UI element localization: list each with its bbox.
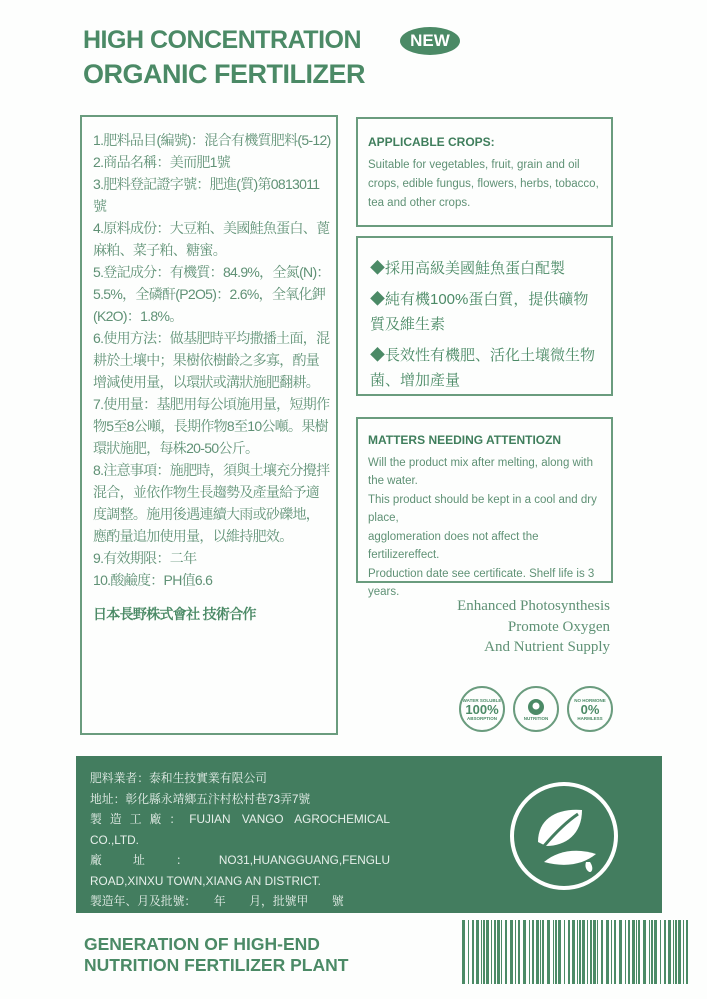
company-line: ROAD,XINXU TOWN,XIANG AN DISTRICT.: [90, 873, 321, 888]
barcode-bar: [579, 920, 581, 984]
company-line: CO.,LTD.: [90, 832, 139, 847]
badge-value: 100%: [465, 701, 499, 717]
crops-text: Suitable for vegetables, fruit, grain and oil crops, edible fungus, flowers, herbs, tobacco, tea and other crops.: [368, 159, 599, 209]
new-badge: NEW: [400, 27, 460, 55]
barcode-bar: [673, 920, 674, 984]
badge-value: 0%: [580, 701, 600, 717]
barcode-bar: [619, 920, 622, 984]
barcode-bar: [536, 920, 539, 984]
spec-line: 10.酸鹼度：PH值6.6: [93, 572, 213, 588]
barcode-bar: [577, 920, 578, 984]
barcode-bar: [660, 920, 661, 984]
features-box: [356, 236, 613, 396]
barcode-bar: [529, 920, 530, 984]
badge-bottom: NUTRITION: [523, 715, 549, 721]
company-line: 廠址：NO31,HUANGGUANG,FENGLU: [90, 853, 390, 867]
footer-line-1: GENERATION OF HIGH-END: [84, 934, 320, 954]
barcode-bar: [476, 920, 479, 984]
barcode-bar: [632, 920, 635, 984]
barcode-bar: [468, 920, 469, 984]
barcode-bar: [553, 920, 554, 984]
badges-row: [459, 686, 613, 732]
matters-line: This product should be kept in a cool and dry place,: [368, 493, 597, 524]
barcode-bar: [491, 920, 492, 984]
absorption-badge: [459, 686, 505, 732]
barcode-bar: [611, 920, 612, 984]
company-line: 肥料業者：泰和生技實業有限公司: [90, 771, 267, 785]
cooperation-note: 日本長野株式會社 技術合作: [93, 606, 256, 622]
benefit: Enhanced Photosynthesis: [457, 598, 610, 614]
spec-line: 1.肥料品目(編號)：混合有機質肥料(5-12): [93, 132, 331, 148]
barcode-bar: [494, 920, 496, 984]
footer-line-2: NUTRITION FERTILIZER PLANT: [84, 955, 349, 975]
barcode-bar: [625, 920, 626, 984]
benefits-text: [457, 596, 610, 658]
spec-line: 3.肥料登記證字號：肥進(質)第0813011號: [93, 176, 320, 214]
barcode-bar: [558, 920, 561, 984]
barcode-bar: [678, 920, 681, 984]
feature-item: ◆純有機100%蛋白質，提供礦物質及維生素: [370, 291, 589, 333]
barcode-bar: [675, 920, 677, 984]
barcode-bar: [497, 920, 500, 984]
barcode-bar: [510, 920, 513, 984]
applicable-crops-box: [356, 117, 613, 227]
barcode-bar: [582, 920, 585, 984]
benefit: And Nutrient Supply: [484, 639, 610, 655]
matters-line: agglomeration does not affect the fertilizereffect.: [368, 530, 539, 561]
barcode-bar: [651, 920, 653, 984]
company-line: 地址：彰化縣永靖鄉五汴村松村巷73弄7號: [90, 791, 311, 806]
barcode-bar: [501, 920, 502, 984]
barcode-bar: [564, 920, 565, 984]
matters-heading: MATTERS NEEDING ATTENTIOZN: [368, 433, 562, 447]
feature-item: ◆長效性有機肥、活化土壤微生物菌、增加產量: [370, 347, 596, 389]
leaf-logo-icon: [508, 780, 620, 892]
footer-slogan: [84, 934, 348, 976]
barcode-bar: [462, 920, 465, 984]
barcode-bar: [668, 920, 671, 984]
harmless-badge: [567, 686, 613, 732]
title-line-1: HIGH CONCENTRATION: [83, 26, 362, 54]
badge-bottom: HARMLESS: [577, 715, 603, 721]
specifications-box: [80, 115, 338, 735]
spec-line: 8.注意事項：施肥時，須與土壤充分攪拌混合，並依作物生長趨勢及產量給予適度調整。施用後遇連續大雨或砂礫地，應酌量追加使用量，以維持肥效。: [93, 462, 330, 544]
barcode-bar: [649, 920, 650, 984]
barcode-bar: [547, 920, 550, 984]
badge-top: WATER SOLUBLE: [462, 697, 502, 703]
barcode-bar: [540, 920, 541, 984]
company-line: 製造年、月及批號： 年 月，批號甲 號: [90, 894, 344, 908]
barcode-bar: [590, 920, 592, 984]
spec-line: 4.原料成份：大豆粕、美國鮭魚蛋白、蓖麻粕、菜子粕、糖蜜。: [93, 220, 330, 258]
benefit: Promote Oxygen: [507, 618, 610, 635]
spec-line: 6.使用方法：做基肥時平均撒播土面，混耕於土壤中；果樹依樹齡之多寡，酌量增減使用量，以環狀或溝狀施肥翻耕。: [93, 330, 330, 390]
title-line-2: ORGANIC FERTILIZER: [83, 59, 365, 89]
barcode-bar: [597, 920, 598, 984]
nutrition-badge: [513, 686, 559, 732]
barcode-bar: [628, 920, 630, 984]
spec-line: 7.使用量：基肥用每公頃施用量，短期作物5至8公噸，長期作物8至10公噸。果樹環狀施肥，每株20-50公斤。: [93, 396, 330, 456]
barcode-bar: [523, 920, 526, 984]
barcode-bar: [664, 920, 666, 984]
nutrition-icon: [527, 698, 545, 716]
company-info-band: [76, 756, 662, 913]
spec-line: 9.有效期限：二年: [93, 550, 197, 566]
barcode-bar: [568, 920, 570, 984]
feature-item: ◆採用高級美國鮭魚蛋白配製: [370, 260, 566, 277]
barcode-bar: [683, 920, 684, 984]
barcode-bar: [472, 920, 474, 984]
barcode-bar: [636, 920, 637, 984]
barcode-bar: [532, 920, 534, 984]
barcode-bar: [587, 920, 588, 984]
barcode-bar: [643, 920, 646, 984]
matters-line: Will the product mix after melting, along with the water.: [368, 456, 593, 487]
badge-bottom: ABSORPTION: [466, 715, 497, 721]
barcode-bar: [481, 920, 482, 984]
barcode-bar: [638, 920, 640, 984]
barcode-bar: [593, 920, 596, 984]
badge-top: NO HORMONE: [574, 697, 606, 703]
barcode-bar: [486, 920, 489, 984]
barcode-bar: [483, 920, 485, 984]
matters-line: Production date see certificate. Shelf life is 3 years.: [368, 567, 595, 598]
spec-line: 5.登記成分：有機質：84.9%，全氮(N)：5.5%，全磷酐(P2O5)：2.6%，全氧化鉀(K2O)：1.8%。: [93, 264, 330, 324]
company-line: 製造工廠：FUJIAN VANGO AGROCHEMICAL: [90, 812, 390, 826]
barcode-bar: [654, 920, 657, 984]
crops-heading: APPLICABLE CROPS:: [368, 135, 495, 149]
barcode-bar: [505, 920, 507, 984]
barcode-bar: [601, 920, 603, 984]
barcode-bar: [614, 920, 616, 984]
barcode-bar: [518, 920, 520, 984]
matters-box: [356, 417, 613, 598]
barcode-bar: [606, 920, 609, 984]
barcode-bar: [555, 920, 557, 984]
barcode-bar: [542, 920, 544, 984]
barcode-bar: [686, 920, 688, 984]
barcode-icon: [462, 920, 690, 984]
barcode-bar: [572, 920, 575, 984]
spec-line: 2.商品名稱：美而肥1號: [93, 154, 231, 170]
barcode-bar: [515, 920, 516, 984]
